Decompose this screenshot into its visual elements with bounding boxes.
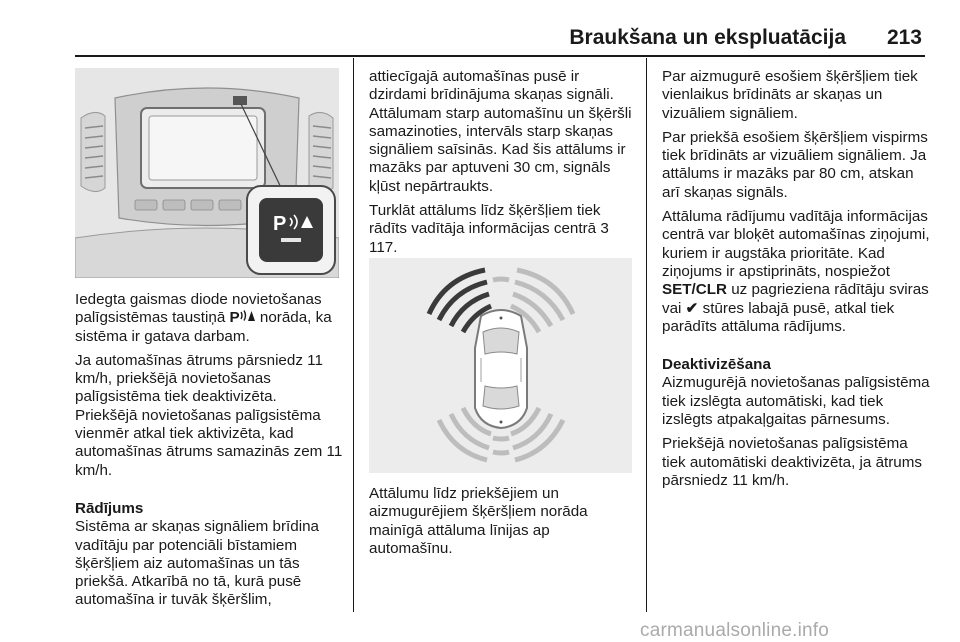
paragraph-warning-signals: attiecīgajā automašīnas pusē ir dzirdami brīdinājuma skaņas signāli. Attālumam starp automašīnu un šķēršli samazinoties, intervāls starp skaņas signāliem saīsinās. Kad šis attālums ir mazāks par aptuveni 30 cm, signāls kļūst nepārtraukts. [369,68,632,195]
paragraph-front-deactivation: Priekšējā novietošanas palīgsistēma tiek automātiski deaktivizēta, ja ātrums pārsniedz 11 km/h. [662,435,922,489]
paragraph-distance-lines: Attālumu līdz priekšējiem un aizmugurējiem šķēršļiem norāda mainīgā attāluma līnijas ap automašīnu. [369,485,588,557]
paragraph-speed-deactivation: Ja automašīnas ātrums pārsniedz 11 km/h, priekšējā novietošanas palīgsistēma tiek deaktivizēta. Priekšējā novietošanas palīgsistēma vienmēr atkal tiek aktivizēta, kad automašīnas ātrums samazinās zem 11 km/h. [75,351,343,479]
set-clr-key-label: SET/CLR [662,281,727,299]
park-assist-icon [230,309,256,327]
paragraph-display-blocking [662,208,932,336]
blocking-text-part-3: stūres labajā pusē, atkal tiek parādīts attāluma rādījums. [662,299,895,335]
heading-display: Rādījums [75,499,144,517]
led-text-part-1: Iedegta gaismas diode novietošanas palīgsistēmas taustiņā [75,291,322,327]
column-3 [662,68,932,496]
page-header-title: Braukšana un ekspluatācija [569,26,846,49]
paragraph-display-intro: Sistēma ar skaņas signāliem brīdina vadītāju par potenciāli bīstamiem šķēršļiem aiz automašīnas un tās priekšā. Atkarībā no tā, kurā pusē automašīna ir tuvāk šķēršlim, [75,518,319,609]
distance-lines-figure [369,258,632,473]
paragraph-led-indicator [75,291,343,346]
driver-info-text: Turklāt attālums līdz šķēršļiem tiek rādīts vadītāja informācijas centrā [369,202,601,238]
paragraph-driver-info-centre [369,202,634,257]
watermark-text: carmanualsonline.info [640,620,830,641]
dashboard-illustration [75,68,339,278]
header-rule [75,55,925,57]
blocking-text-part-2: uz pagrieziena rādītāju sviras vai [662,281,929,317]
svg-text:P: P [273,213,287,235]
check-icon: ✔ [685,299,699,317]
column-1 [75,291,343,616]
car-distance-illustration [369,258,632,473]
dashboard-figure [75,68,339,278]
blocking-text-part-1: Attāluma rādījumu vadītāja informācijas centrā var bloķēt automašīnas ziņojumi, kuriem ir augstāka prioritāte. Kad ziņojums ir apstiprināts, nospiežot [662,208,930,280]
paragraph-rear-deactivation: Aizmugurējā novietošanas palīgsistēma tiek izslēgta automātiski, kad tiek izslēgts atpakaļgaitas pārnesums. [662,374,930,429]
column-2-lower [369,485,634,564]
column-2 [369,68,634,263]
park-assist-waves-icon [240,309,256,322]
column-divider-left [353,58,354,612]
paragraph-front-obstacles: Par priekšā esošiem šķēršļiem vispirms tiek brīdināts ar vizuāliem signāliem. Ja attālums ir mazāks par 80 cm, atskan arī skaņas signāls. [662,128,928,201]
page-reference: 3 117. [369,220,609,256]
paragraph-rear-obstacles: Par aizmugurē esošiem šķēršļiem tiek vienlaikus brīdināts ar skaņas un vizuāliem signāliem. [662,68,918,122]
column-divider-right [646,58,647,612]
park-assist-glyph: P [229,309,240,327]
page-number: 213 [886,26,922,49]
led-text-part-2: norāda, ka sistēma ir gatava darbam. [75,309,332,345]
heading-deactivation: Deaktivizēšana [662,356,771,374]
